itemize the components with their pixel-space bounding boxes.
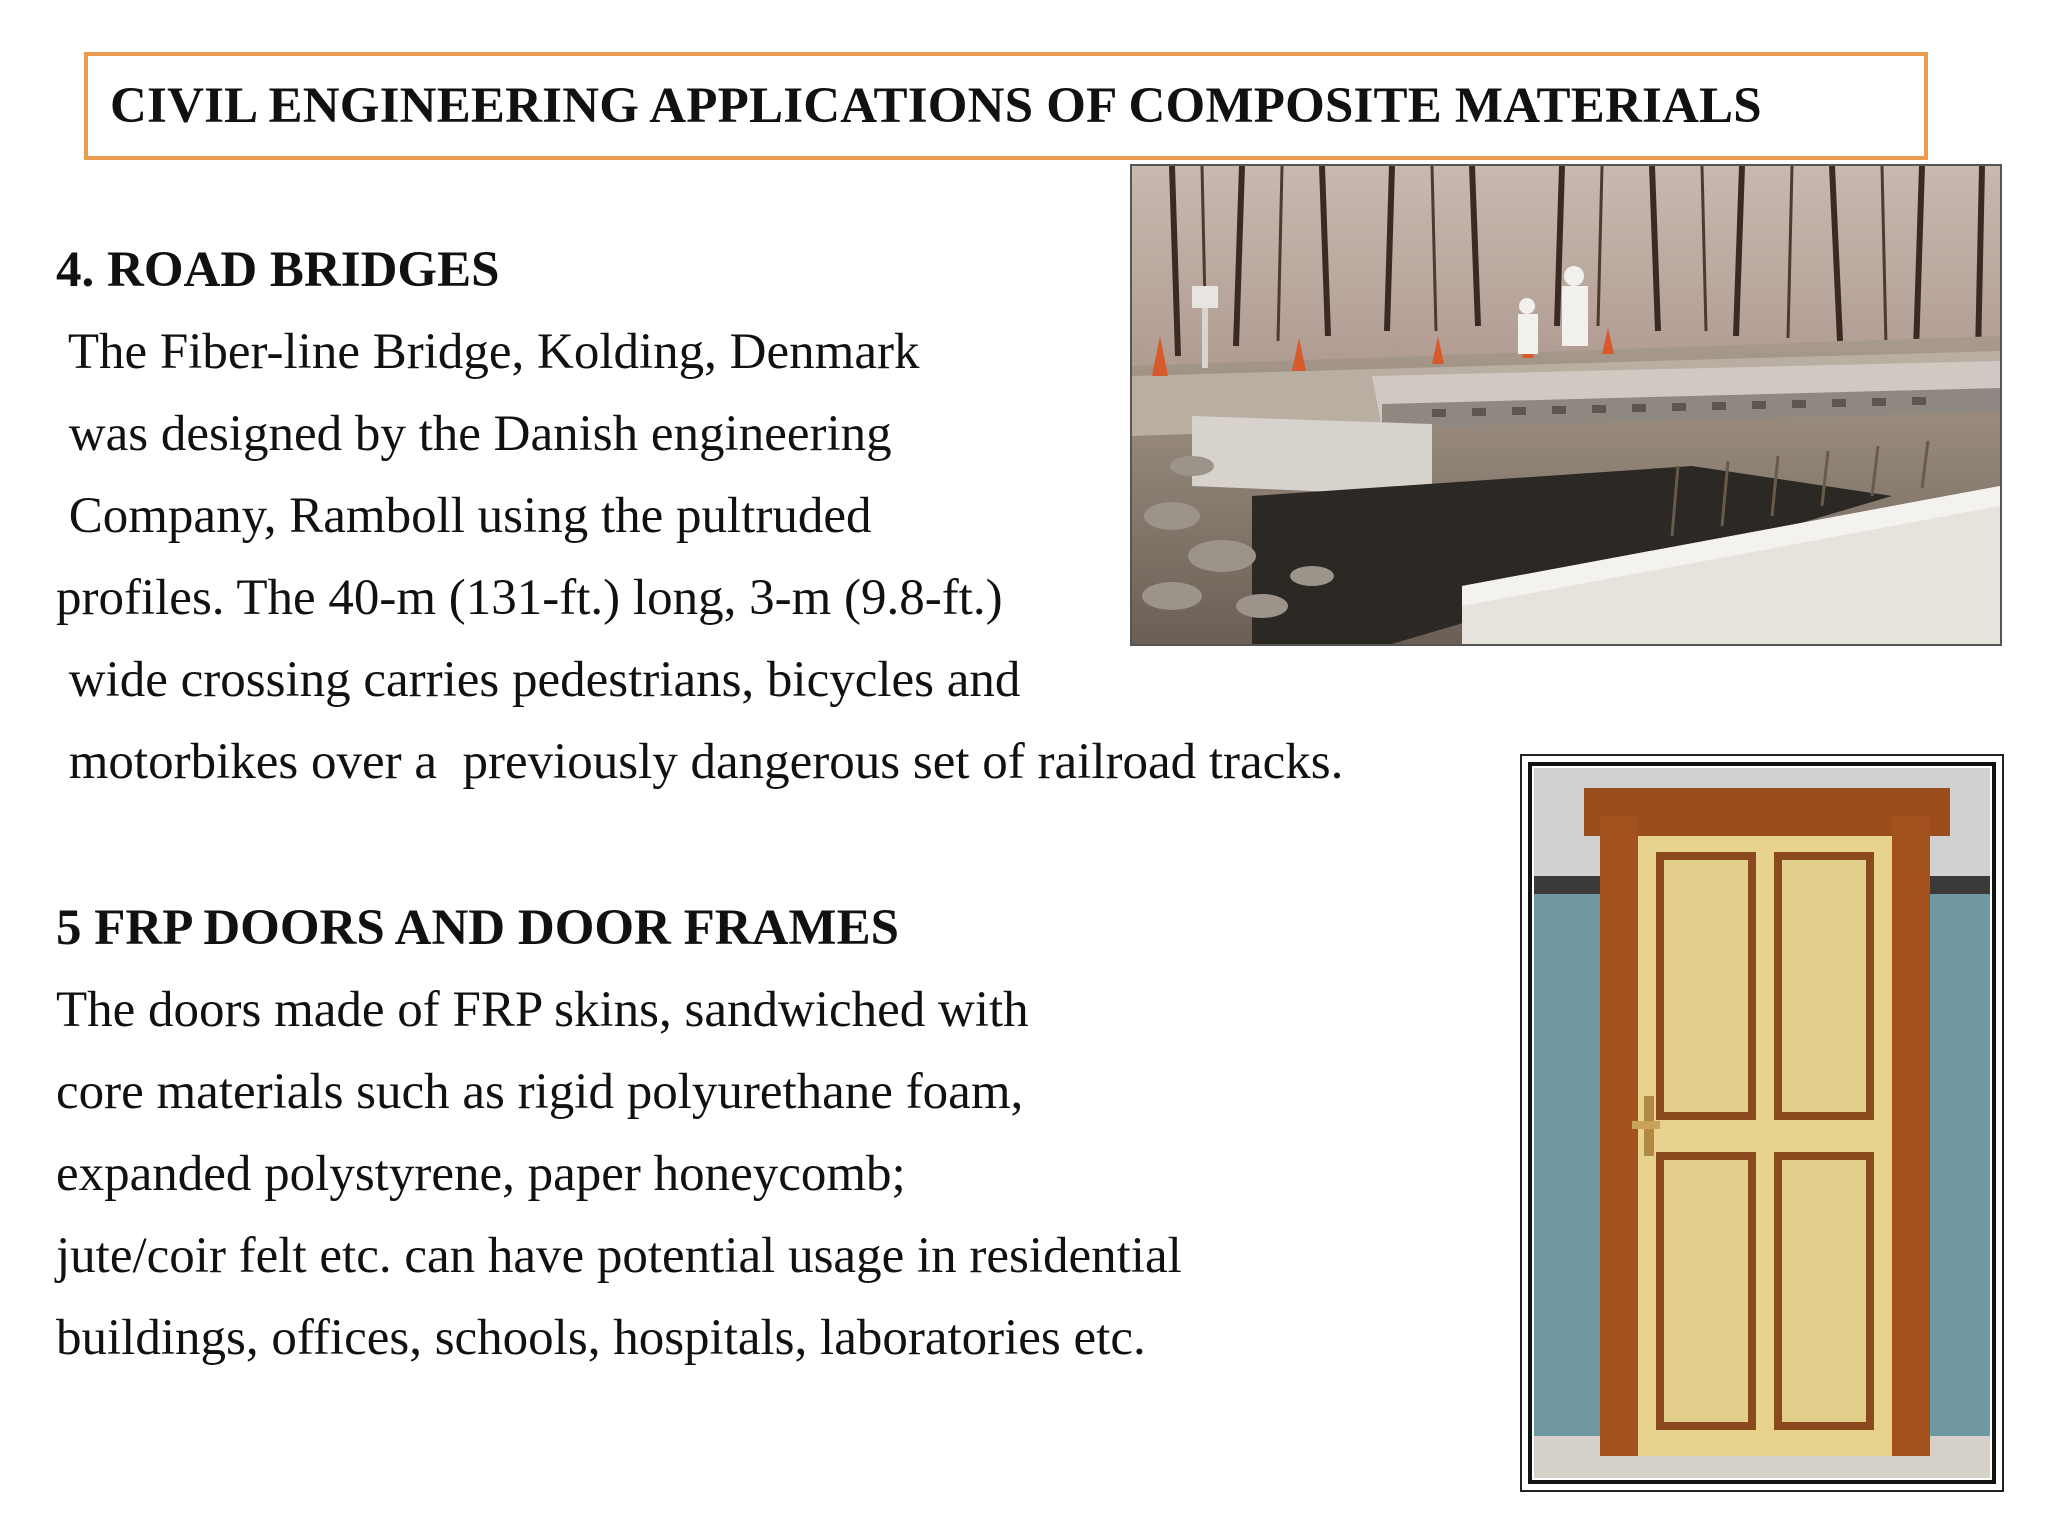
door-illustration — [1522, 756, 2002, 1490]
bridge-illustration — [1132, 166, 2000, 644]
section-4-line-6: motorbikes over a previously dangerous set of railroad tracks. — [56, 734, 1344, 790]
section-4-line-5: wide crossing carries pedestrians, bicycles and — [56, 652, 1021, 708]
section-5-line-4: jute/coir felt etc. can have potential usage in residential — [56, 1228, 1182, 1284]
section-4-line-4: profiles. The 40-m (131-ft.) long, 3-m (9.8-ft.) — [56, 570, 1003, 626]
door-photo — [1520, 754, 2004, 1492]
section-4-line-1: The Fiber-line Bridge, Kolding, Denmark — [56, 324, 920, 380]
section-4-line-3: Company, Ramboll using the pultruded — [56, 488, 872, 544]
section-5-line-1: The doors made of FRP skins, sandwiched with — [56, 982, 1029, 1038]
section-5-line-3: expanded polystyrene, paper honeycomb; — [56, 1146, 906, 1202]
section-5-line-2: core materials such as rigid polyurethane foam, — [56, 1064, 1024, 1120]
slide-title: CIVIL ENGINEERING APPLICATIONS OF COMPOSITE MATERIALS — [110, 78, 1762, 134]
section-4-line-2: was designed by the Danish engineering — [56, 406, 892, 462]
section-4-heading: 4. ROAD BRIDGES — [56, 242, 500, 298]
section-5-line-5: buildings, offices, schools, hospitals, laboratories etc. — [56, 1310, 1146, 1366]
section-5-heading: 5 FRP DOORS AND DOOR FRAMES — [56, 900, 899, 956]
bridge-photo — [1130, 164, 2002, 646]
title-box — [84, 52, 1928, 160]
